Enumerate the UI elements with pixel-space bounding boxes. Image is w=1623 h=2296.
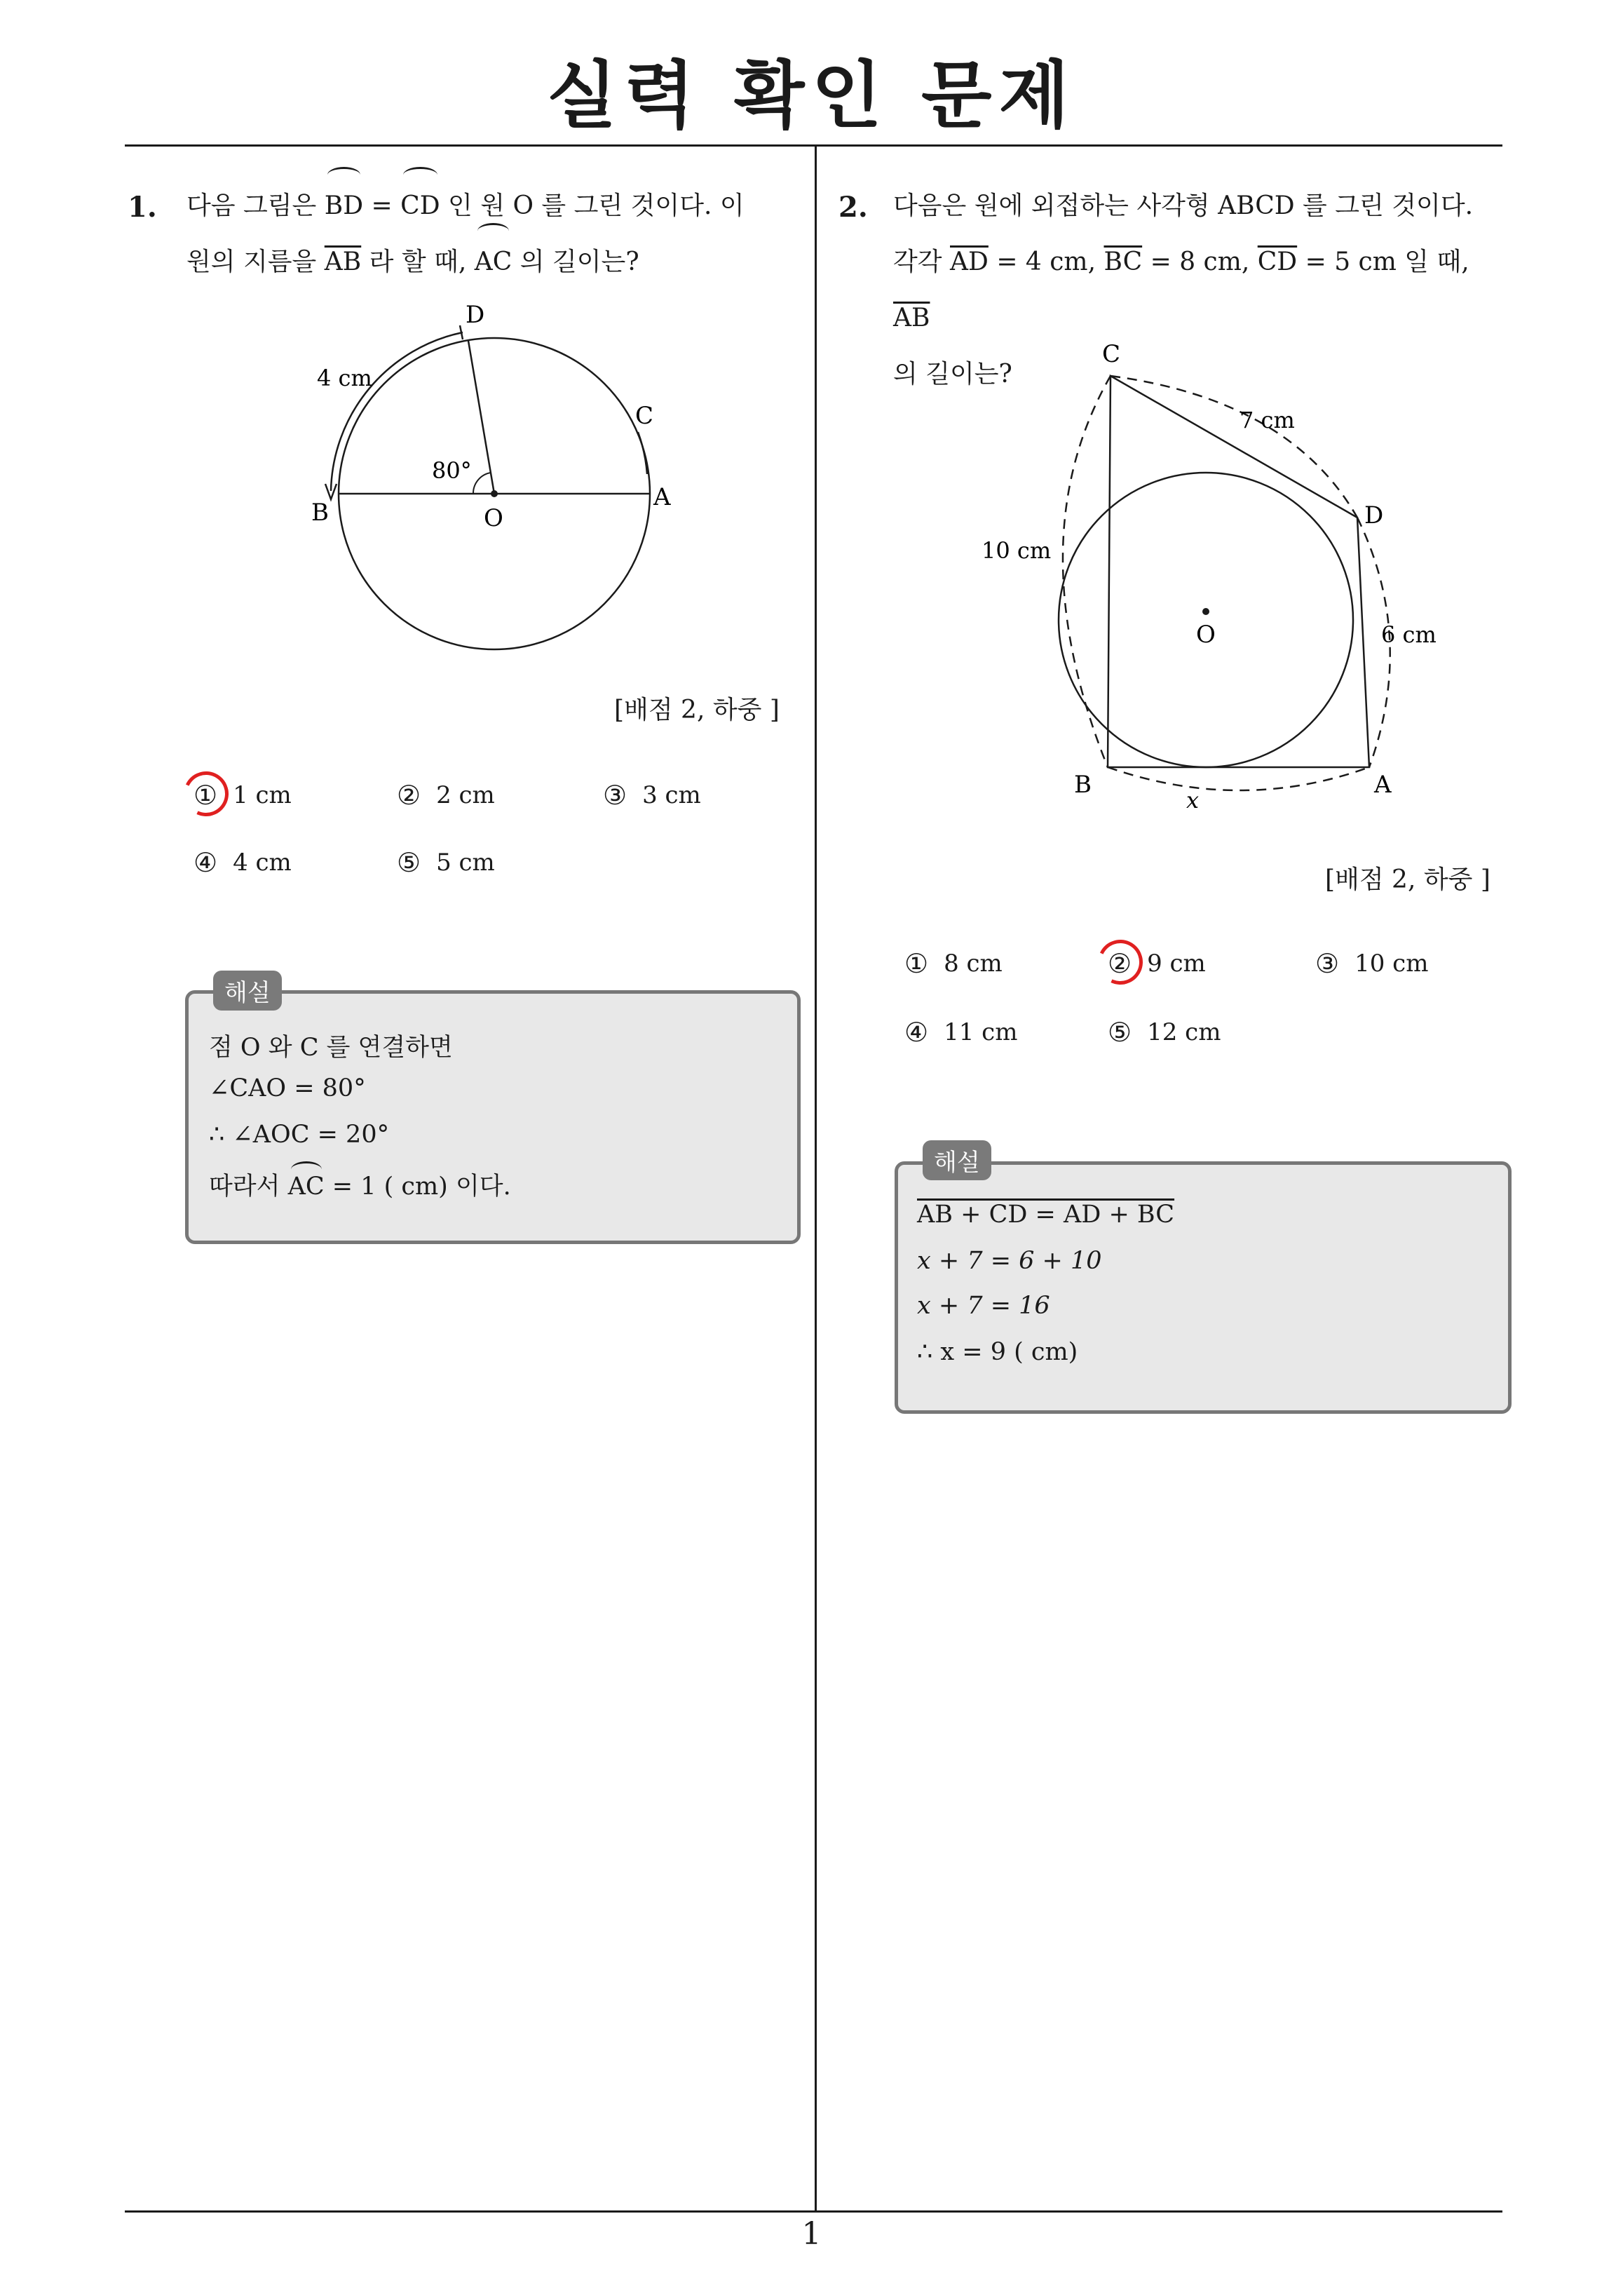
page-title: 실력 확인 문제 xyxy=(546,53,1077,138)
question-line: 각각 $\overline{AD} = 4$ cm, $\overline{BC} = 8$ cm, $\overline{CD} = 5$ cm 일 때, $\overline{AB}$ xyxy=(893,248,1469,332)
label-d: D xyxy=(1364,501,1384,529)
choice-2[interactable]: ② 2 cm xyxy=(397,780,495,811)
solution-line: AB + CD = AD + BC xyxy=(917,1201,1175,1229)
circle-figure xyxy=(294,295,673,659)
solution-line: 점 O 와 C 를 연결하면 xyxy=(209,1034,453,1062)
question-line: 의 길이는? xyxy=(893,360,1012,389)
label-b: B xyxy=(311,499,329,527)
selected-answer-mark xyxy=(1092,933,1149,991)
arc-bd: BD xyxy=(325,178,363,234)
page-number: 1 xyxy=(801,2216,822,2252)
label-a: A xyxy=(653,483,671,511)
question-line: 원의 지름을 $\overline{AB}$ 라 할 때, AC 의 길이는? xyxy=(186,234,803,290)
question-text xyxy=(186,178,803,290)
radius-od xyxy=(468,341,494,494)
center-point xyxy=(1202,608,1209,615)
selected-answer-mark xyxy=(177,765,235,823)
length-ab: x xyxy=(1186,787,1200,813)
solution-line: ∠CAO = 80° xyxy=(209,1074,366,1102)
solution-tag: 해설 xyxy=(923,1140,991,1180)
length-ad: 6 cm xyxy=(1381,621,1437,648)
solution-line: x + 7 = 16 xyxy=(917,1292,1050,1320)
solution-line: 따라서 AC = 1 ( cm) 이다. xyxy=(209,1173,511,1201)
question-number: 2. xyxy=(838,191,868,224)
choice-5[interactable]: ⑤ 12 cm xyxy=(1108,1017,1221,1048)
choice-4[interactable]: ④ 4 cm xyxy=(193,847,292,878)
solution-tag: 해설 xyxy=(213,971,282,1011)
length-bc: 10 cm xyxy=(982,537,1052,564)
center-point xyxy=(491,490,498,497)
inscribed-circle xyxy=(1059,473,1353,767)
score-info: [배점 2, 하중 ] xyxy=(614,696,780,724)
segment-cd: $\overline{CD}$ xyxy=(1257,248,1298,276)
label-d: D xyxy=(466,301,485,329)
label-b: B xyxy=(1074,771,1092,799)
column-divider xyxy=(815,146,817,2212)
solution-line: ∴ x = 9 ( cm) xyxy=(917,1338,1078,1366)
quadrilateral-figure xyxy=(967,330,1458,835)
angle-label: 80° xyxy=(432,457,472,484)
choice-1[interactable]: ① 8 cm xyxy=(904,948,1003,979)
solution-box xyxy=(895,1161,1512,1414)
header-rule xyxy=(125,144,1502,147)
label-o: O xyxy=(1196,621,1216,649)
segment-ab: $\overline{AB}$ xyxy=(893,304,930,332)
segment-ab: $\overline{AB}$ xyxy=(324,248,362,276)
choice-4[interactable]: ④ 11 cm xyxy=(904,1017,1018,1048)
arc-length-label: 4 cm xyxy=(317,365,372,391)
question-line: 다음은 원에 외접하는 사각형 ABCD 를 그린 것이다. xyxy=(893,191,1474,220)
question-number: 1. xyxy=(128,191,157,224)
choice-5[interactable]: ⑤ 5 cm xyxy=(397,847,495,878)
label-c: C xyxy=(1102,340,1121,368)
arc-ac: AC xyxy=(475,234,512,290)
arc-cd: CD xyxy=(400,178,440,234)
dashed-arc-ab xyxy=(1108,767,1369,790)
solution-line: ∴ ∠AOC = 20° xyxy=(209,1121,390,1149)
segment-ad: $\overline{AD}$ xyxy=(950,248,989,276)
segment-bc: $\overline{BC}$ xyxy=(1103,248,1143,276)
length-cd: 7 cm xyxy=(1240,407,1295,433)
label-a: A xyxy=(1374,771,1392,799)
choice-1[interactable]: ① 1 cm xyxy=(193,780,292,811)
label-c: C xyxy=(635,402,654,430)
footer-rule xyxy=(125,2210,1502,2213)
label-o: O xyxy=(484,504,503,532)
question-line: 다음 그림은 BD = CD 인 원 O 를 그린 것이다. 이 xyxy=(186,178,803,234)
choice-3[interactable]: ③ 3 cm xyxy=(603,780,701,811)
choice-2[interactable]: ② 9 cm xyxy=(1108,948,1206,979)
solution-line: x + 7 = 6 + 10 xyxy=(917,1247,1102,1275)
score-info: [배점 2, 하중 ] xyxy=(1325,865,1490,894)
arc-ac-arrow xyxy=(638,432,647,474)
angle-arc xyxy=(473,473,491,494)
quadrilateral-abcd xyxy=(1108,376,1369,767)
dashed-arc-bc xyxy=(1063,376,1111,767)
choice-3[interactable]: ③ 10 cm xyxy=(1315,948,1429,979)
